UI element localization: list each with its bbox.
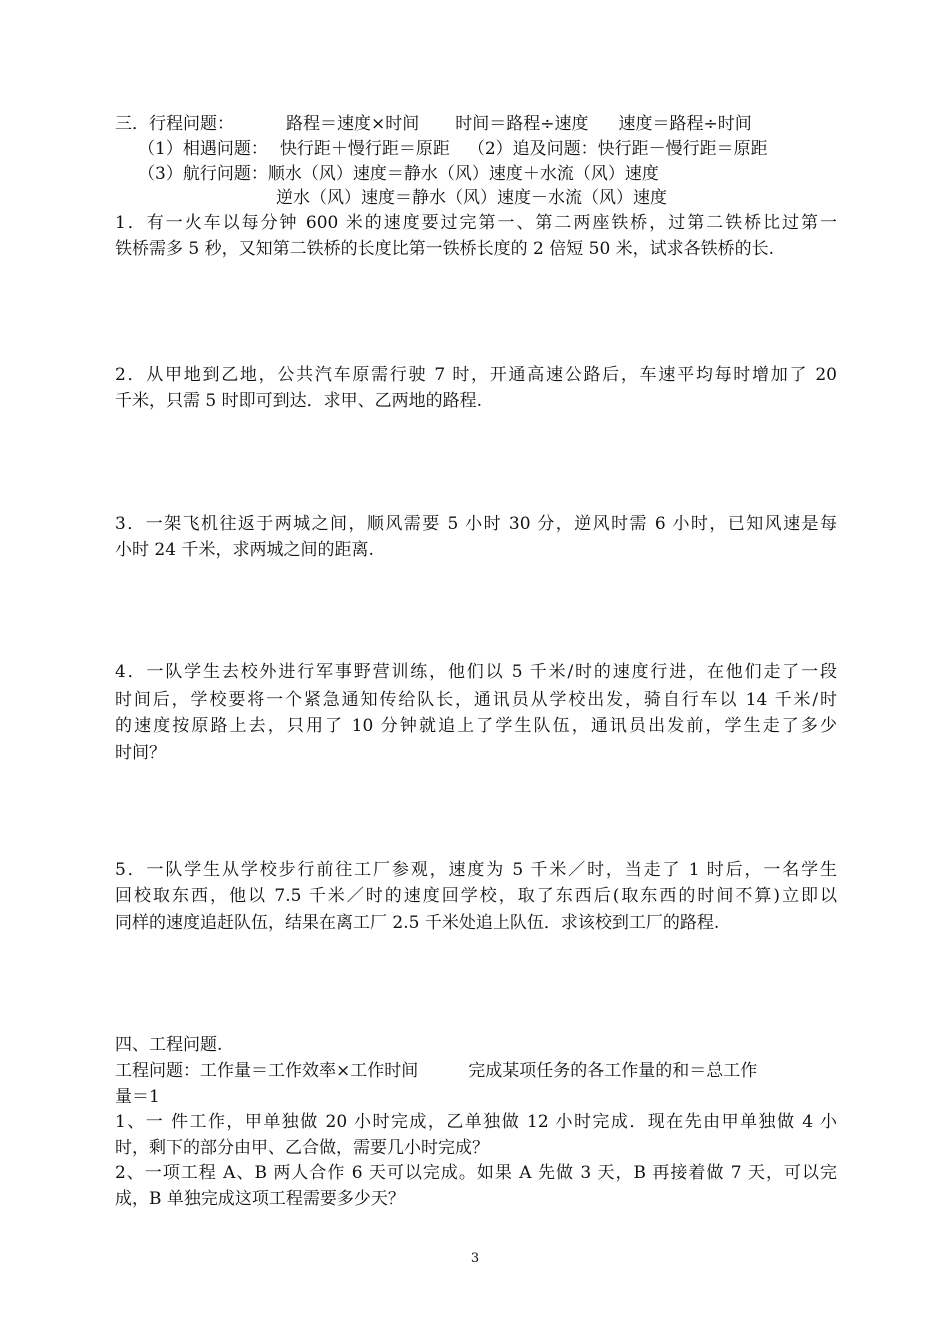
problem-4-line-4: 时间？ (115, 743, 166, 763)
problem-1-line-1: 1．有一火车以每分钟 600 米的速度要过完第一、第二两座铁桥，过第二铁桥比过第一 (115, 213, 837, 233)
problem-5-line-1: 5．一队学生从学校步行前往工厂参观，速度为 5 千米／时，当走了 1 时后，一名学生 (115, 860, 837, 880)
navigation-line (138, 162, 838, 186)
problem-3-line-1: 3．一架飞机往返于两城之间，顺风需要 5 小时 30 分，逆风时需 6 小时，已知风速是每 (115, 514, 837, 534)
problem-4-line-2: 时间后，学校要将一个紧急通知传给队长，通讯员从学校出发，骑自行车以 14 千米/时 (115, 690, 837, 710)
total-work-formula: 完成某项任务的各工作量的和＝总工作 (468, 1061, 758, 1081)
problem-2-line-2: 千米，只需 5 时即可到达．求甲、乙两地的路程. (115, 391, 483, 411)
meeting-chase-line (138, 137, 838, 161)
section4-heading: 四、工程问题. (115, 1035, 223, 1055)
work-problem-2-line-1: 2、一项工程 A、B 两人合作 6 天可以完成。如果 A 先做 3 天，B 再接着做 7 天，可以完 (115, 1163, 837, 1183)
problem-3-line-2: 小时 24 千米，求两城之间的距离. (115, 540, 374, 560)
problem-4-line-1: 4．一队学生去校外进行军事野营训练，他们以 5 千米/时的速度行进，在他们走了一段 (115, 662, 837, 682)
problem-5-line-2: 回校取东西，他以 7.5 千米／时的速度回学校，取了东西后(取东西的时间不算)立即以 (115, 886, 837, 906)
chase-label: （2）追及问题： (467, 139, 598, 159)
formula-distance: 路程＝速度×时间 (286, 114, 420, 134)
work-problem-1-line-2: 时，剩下的部分由甲、乙合做，需要几小时完成？ (115, 1138, 489, 1158)
section3-heading: 三．行程问题： (115, 114, 234, 134)
upstream-formula: 逆水（风）速度＝静水（风）速度－水流（风）速度 (276, 188, 667, 208)
navigation-label: （3）航行问题： (138, 164, 268, 184)
work-formula: 工程问题：工作量＝工作效率×工作时间 (115, 1061, 419, 1081)
meeting-formula: 快行距＋慢行距＝原距 (279, 139, 450, 159)
problem-4-line-3: 的速度按原路上去，只用了 10 分钟就追上了学生队伍，通讯员出发前，学生走了多少 (115, 716, 837, 736)
section4-formula-line-1 (115, 1059, 837, 1083)
downstream-formula: 顺水（风）速度＝静水（风）速度＋水流（风）速度 (267, 164, 659, 184)
work-problem-2-line-2: 成，B 单独完成这项工程需要多少天？ (115, 1189, 405, 1209)
section3-heading-line (115, 112, 837, 136)
work-problem-1-line-1: 1、一 件工作，甲单独做 20 小时完成，乙单独做 12 小时完成．现在先由甲单独做 4 小 (115, 1112, 837, 1132)
problem-2-line-1: 2．从甲地到乙地，公共汽车原需行驶 7 时，开通高速公路后，车速平均每时增加了 20 (115, 365, 837, 385)
problem-5-line-3: 同样的速度追赶队伍，结果在离工厂 2.5 千米处追上队伍．求该校到工厂的路程. (115, 913, 720, 933)
meeting-label: （1）相遇问题： (138, 139, 268, 159)
page-number: 3 (470, 1251, 480, 1266)
formula-time: 时间＝路程÷速度 (455, 114, 589, 134)
problem-1-line-2: 铁桥需多 5 秒，又知第二铁桥的长度比第一铁桥长度的 2 倍短 50 米，试求各铁桥的长. (115, 239, 775, 259)
section4-formula-line-2: 量＝1 (115, 1087, 160, 1107)
chase-formula: 快行距－慢行距＝原距 (597, 139, 768, 159)
formula-speed: 速度＝路程÷时间 (618, 114, 752, 134)
